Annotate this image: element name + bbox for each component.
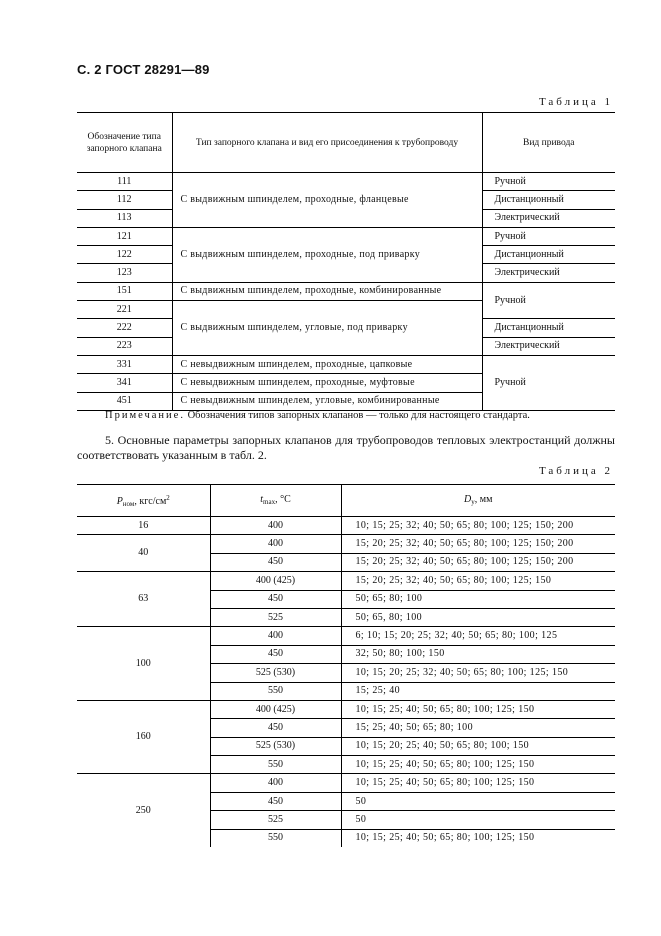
diameter-cell: 32; 50; 80; 100; 150 bbox=[341, 645, 615, 663]
body-paragraph bbox=[77, 433, 615, 463]
diameter-cell: 50; 65, 80; 100 bbox=[341, 608, 615, 626]
pressure-cell: 63 bbox=[77, 572, 210, 627]
code-cell: 111 bbox=[77, 173, 172, 191]
table-row bbox=[77, 517, 615, 535]
temperature-cell: 400 bbox=[210, 774, 341, 792]
pressure-unit: , кгс/см bbox=[134, 495, 167, 507]
temperature-cell: 525 bbox=[210, 608, 341, 626]
code-cell: 222 bbox=[77, 319, 172, 337]
diameter-cell: 15; 25; 40; 50; 65; 80; 100 bbox=[341, 719, 615, 737]
type-cell: С выдвижным шпинделем, проходные, комбинированные bbox=[172, 282, 482, 300]
temperature-cell: 400 bbox=[210, 517, 341, 535]
type-cell: С выдвижным шпинделем, проходные, под приварку bbox=[172, 227, 482, 282]
diameter-cell: 15; 20; 25; 32; 40; 50; 65; 80; 100; 125; 150; 200 bbox=[341, 553, 615, 571]
diameter-cell: 10; 15; 25; 32; 40; 50; 65; 80; 100; 125; 150; 200 bbox=[341, 517, 615, 535]
type-cell: С невыдвижным шпинделем, проходные, цапковые bbox=[172, 355, 482, 373]
pressure-subscript: ном bbox=[122, 499, 135, 508]
temperature-subscript: max bbox=[263, 497, 276, 506]
pressure-cell: 16 bbox=[77, 517, 210, 535]
drive-cell: Электрический bbox=[482, 337, 615, 355]
code-cell: 123 bbox=[77, 264, 172, 282]
diameter-cell: 10; 15; 20; 25; 40; 50; 65; 80; 100; 150 bbox=[341, 737, 615, 755]
temperature-cell: 525 bbox=[210, 811, 341, 829]
diameter-cell: 6; 10; 15; 20; 25; 32; 40; 50; 65; 80; 100; 125 bbox=[341, 627, 615, 645]
diameter-cell: 10; 15; 25; 40; 50; 65; 80; 100; 125; 150 bbox=[341, 700, 615, 718]
temperature-cell: 400 (425) bbox=[210, 572, 341, 590]
code-cell: 341 bbox=[77, 374, 172, 392]
type-cell: С невыдвижным шпинделем, проходные, муфтовые bbox=[172, 374, 482, 392]
temperature-cell: 450 bbox=[210, 645, 341, 663]
temperature-unit: , °С bbox=[275, 493, 291, 505]
drive-cell: Ручной bbox=[482, 282, 615, 319]
diameter-cell: 10; 15; 20; 25; 32; 40; 50; 65; 80; 100; 125; 150 bbox=[341, 664, 615, 682]
drive-cell: Ручной bbox=[482, 227, 615, 245]
note-label: Примечание. bbox=[105, 410, 185, 421]
table1-caption: Таблица 1 bbox=[538, 96, 613, 108]
page-header: С. 2 ГОСТ 28291—89 bbox=[77, 62, 210, 77]
code-cell: 331 bbox=[77, 355, 172, 373]
temperature-cell: 525 (530) bbox=[210, 664, 341, 682]
temperature-cell: 400 bbox=[210, 535, 341, 553]
table2-caption: Таблица 2 bbox=[538, 465, 613, 477]
diameter-cell: 50 bbox=[341, 792, 615, 810]
code-cell: 121 bbox=[77, 227, 172, 245]
code-cell: 221 bbox=[77, 301, 172, 319]
table-row bbox=[77, 355, 615, 373]
pressure-cell: 100 bbox=[77, 627, 210, 701]
table-row bbox=[77, 227, 615, 245]
pressure-cell: 250 bbox=[77, 774, 210, 847]
drive-cell: Ручной bbox=[482, 355, 615, 410]
table-row bbox=[77, 535, 615, 553]
header-pressure bbox=[77, 485, 210, 517]
header-diameter bbox=[341, 485, 615, 517]
temperature-cell: 400 (425) bbox=[210, 700, 341, 718]
temperature-cell: 550 bbox=[210, 829, 341, 847]
diameter-subscript: у bbox=[471, 497, 475, 506]
temperature-cell: 450 bbox=[210, 792, 341, 810]
diameter-cell: 50 bbox=[341, 811, 615, 829]
code-cell: 112 bbox=[77, 191, 172, 209]
pressure-superscript: 2 bbox=[166, 493, 170, 502]
table-row bbox=[77, 282, 615, 300]
table-row bbox=[77, 774, 615, 792]
temperature-symbol: t bbox=[260, 493, 264, 505]
temperature-cell: 450 bbox=[210, 719, 341, 737]
code-cell: 451 bbox=[77, 392, 172, 410]
code-cell: 122 bbox=[77, 246, 172, 264]
diameter-cell: 15; 20; 25; 32; 40; 50; 65; 80; 100; 125; 150; 200 bbox=[341, 535, 615, 553]
diameter-cell: 10; 15; 25; 40; 50; 65; 80; 100; 125; 150 bbox=[341, 774, 615, 792]
temperature-cell: 550 bbox=[210, 756, 341, 774]
table-row bbox=[77, 173, 615, 191]
temperature-cell: 400 bbox=[210, 627, 341, 645]
code-cell: 223 bbox=[77, 337, 172, 355]
table-row bbox=[77, 572, 615, 590]
diameter-cell: 15; 25; 40 bbox=[341, 682, 615, 700]
code-cell: 151 bbox=[77, 282, 172, 300]
note-text: Обозначения типов запорных клапанов — только для настоящего стандарта. bbox=[187, 410, 530, 421]
header-type: Тип запорного клапана и вид его присоединения к трубопроводу bbox=[172, 113, 482, 173]
table1-note bbox=[105, 410, 530, 421]
pressure-cell: 40 bbox=[77, 535, 210, 572]
valve-params-table bbox=[77, 484, 615, 847]
drive-cell: Электрический bbox=[482, 209, 615, 227]
diameter-symbol: D bbox=[464, 493, 472, 505]
diameter-cell: 50; 65; 80; 100 bbox=[341, 590, 615, 608]
temperature-cell: 550 bbox=[210, 682, 341, 700]
diameter-cell: 10; 15; 25; 40; 50; 65; 80; 100; 125; 150 bbox=[341, 756, 615, 774]
drive-cell: Ручной bbox=[482, 173, 615, 191]
temperature-cell: 450 bbox=[210, 590, 341, 608]
type-cell: С выдвижным шпинделем, проходные, фланцевые bbox=[172, 173, 482, 228]
header-code: Обозначение типа запорного клапана bbox=[77, 113, 172, 173]
table-row bbox=[77, 700, 615, 718]
header-temperature bbox=[210, 485, 341, 517]
drive-cell: Дистанционный bbox=[482, 246, 615, 264]
drive-cell: Дистанционный bbox=[482, 319, 615, 337]
type-cell: С выдвижным шпинделем, угловые, под приварку bbox=[172, 301, 482, 356]
drive-cell: Электрический bbox=[482, 264, 615, 282]
code-cell: 113 bbox=[77, 209, 172, 227]
temperature-cell: 525 (530) bbox=[210, 737, 341, 755]
paragraph-text: 5. Основные параметры запорных клапанов для трубопроводов тепловых электростанций должны соответствовать указанным в табл. 2. bbox=[77, 433, 615, 462]
diameter-unit: , мм bbox=[474, 493, 493, 505]
pressure-symbol: P bbox=[116, 495, 123, 507]
drive-cell: Дистанционный bbox=[482, 191, 615, 209]
table-row bbox=[77, 627, 615, 645]
diameter-cell: 15; 20; 25; 32; 40; 50; 65; 80; 100; 125; 150 bbox=[341, 572, 615, 590]
header-drive: Вид привода bbox=[482, 113, 615, 173]
temperature-cell: 450 bbox=[210, 553, 341, 571]
diameter-cell: 10; 15; 25; 40; 50; 65; 80; 100; 125; 150 bbox=[355, 832, 535, 844]
type-cell: С невыдвижным шпинделем, угловые, комбинированные bbox=[172, 392, 482, 410]
pressure-cell: 160 bbox=[77, 700, 210, 774]
valve-types-table bbox=[77, 112, 615, 411]
